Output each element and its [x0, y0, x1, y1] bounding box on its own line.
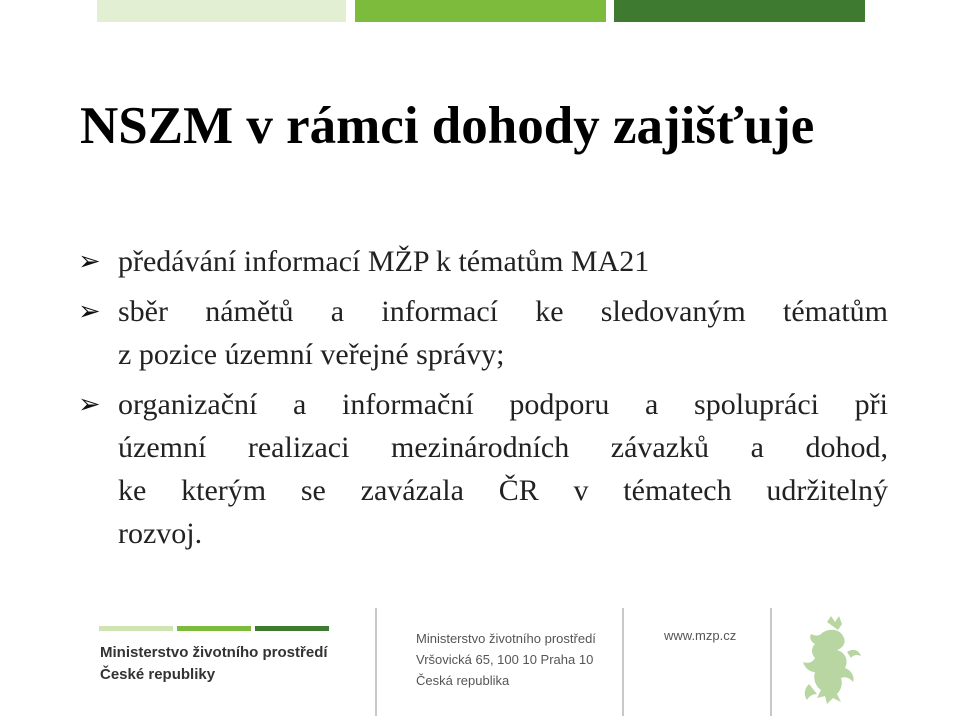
- ministry-logo-line: České republiky: [100, 666, 216, 683]
- bullet-text: sběr námětů a informací ke sledovaným tématům: [118, 295, 888, 328]
- bullet-text: územní realizaci mezinárodních závazků a dohod,: [118, 431, 888, 464]
- footer-stripes: [99, 626, 329, 631]
- stripe-mid: [177, 626, 251, 631]
- bullet-text: rozvoj.: [118, 517, 203, 550]
- stripe-dark: [255, 626, 329, 631]
- lion-emblem-icon: [797, 614, 867, 714]
- address-line: Ministerstvo životního prostředí: [416, 631, 596, 646]
- address-line: Česká republika: [416, 673, 510, 688]
- bullet-item: [78, 240, 888, 283]
- footer-address: [416, 628, 596, 691]
- arrow-bullet-icon: ➢: [78, 246, 101, 276]
- arrow-bullet-icon: ➢: [78, 389, 101, 419]
- bullet-text: ke kterým se zavázala ČR v tématech udržitelný: [118, 474, 888, 507]
- bullet-text: předávání informací MŽP k tématům MA21: [118, 245, 650, 278]
- footer-divider: [622, 608, 624, 716]
- footer: [0, 600, 960, 722]
- bullet-item: [78, 383, 888, 555]
- bullet-list: [78, 240, 888, 562]
- top-bar-mid: [355, 0, 606, 22]
- arrow-bullet-icon: ➢: [78, 296, 101, 326]
- footer-divider: [375, 608, 377, 716]
- ministry-logo-line: Ministerstvo životního prostředí: [100, 644, 328, 661]
- slide-title: NSZM v rámci dohody zajišťuje: [80, 97, 815, 155]
- bullet-item: [78, 290, 888, 376]
- address-line: Vršovická 65, 100 10 Praha 10: [416, 652, 594, 667]
- ministry-logo: [100, 642, 328, 686]
- stripe-light: [99, 626, 173, 631]
- bullet-text: z pozice územní veřejné správy;: [118, 338, 505, 371]
- top-bar-light: [97, 0, 346, 22]
- website-link[interactable]: www.mzp.cz: [664, 628, 737, 643]
- footer-divider: [770, 608, 772, 716]
- top-bar-dark: [614, 0, 865, 22]
- bullet-text: organizační a informační podporu a spolupráci při: [118, 388, 888, 421]
